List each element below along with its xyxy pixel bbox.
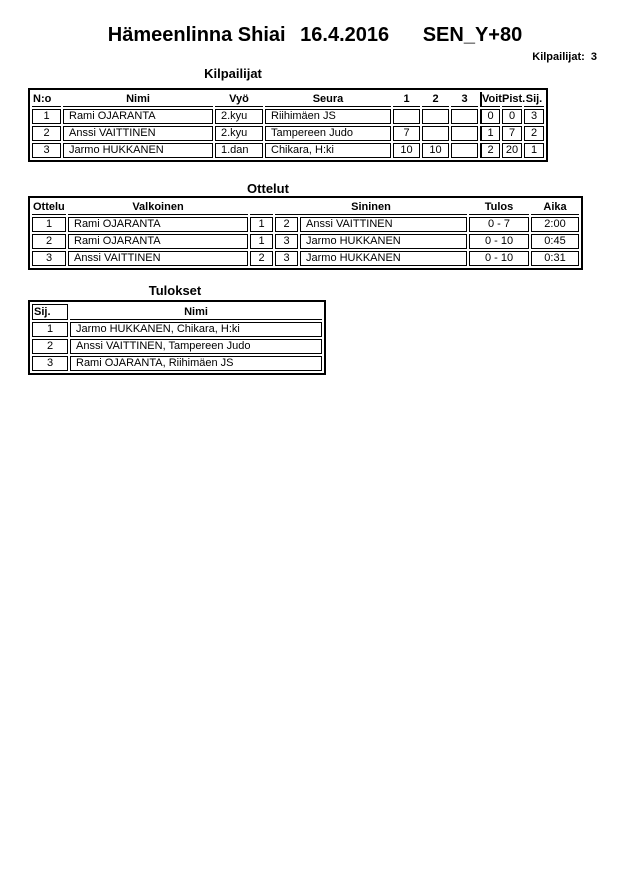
- section-heading-tulokset: Tulokset: [148, 283, 202, 298]
- col-header-vyo: Vyö: [215, 92, 263, 107]
- cell-vyo: 2.kyu: [215, 109, 263, 124]
- cell-blue-no: 2: [275, 217, 298, 232]
- cell-name-club: Rami OJARANTA, Riihimäen JS: [70, 356, 322, 371]
- cell-round1: 10: [393, 143, 420, 158]
- col-header-no: N:o: [32, 92, 61, 107]
- cell-place: 1: [32, 322, 68, 337]
- competitor-row: [32, 143, 544, 158]
- cell-round3: [451, 126, 478, 141]
- cell-match-no: 2: [32, 234, 66, 249]
- cell-name-club: Anssi VAITTINEN, Tampereen Judo: [70, 339, 322, 354]
- cell-match-no: 3: [32, 251, 66, 266]
- cell-no: 3: [32, 143, 61, 158]
- title-category: SEN_Y+80: [422, 24, 523, 46]
- col-header-aika: Aika: [531, 200, 579, 215]
- title-event: Hämeenlinna Shiai: [107, 24, 286, 46]
- competitors-count-value: 3: [590, 51, 597, 63]
- col-header-sij: Sij.: [525, 93, 543, 105]
- cell-no: 2: [32, 126, 61, 141]
- cell-place: 3: [32, 356, 68, 371]
- cell-white-name: Anssi VAITTINEN: [68, 251, 248, 266]
- cell-round1: [393, 109, 420, 124]
- match-row: [32, 234, 579, 249]
- cell-voit: 0: [480, 109, 500, 124]
- col-header-sininen: Sininen: [275, 200, 467, 215]
- cell-blue-name: Jarmo HUKKANEN: [300, 251, 467, 266]
- cell-nimi: Rami OJARANTA: [63, 109, 213, 124]
- cell-sij: 3: [524, 109, 544, 124]
- col-header-valkoinen: Valkoinen: [68, 200, 248, 215]
- cell-time: 2:00: [531, 217, 579, 232]
- cell-pist: 20: [502, 143, 522, 158]
- col-header-tulos: Tulos: [469, 200, 529, 215]
- result-row: [32, 356, 322, 371]
- section-heading-ottelut: Ottelut: [247, 181, 289, 196]
- col-header-spacer: [250, 200, 273, 215]
- col-header-round2: 2: [422, 92, 449, 107]
- cell-sij: 1: [524, 143, 544, 158]
- cell-vyo: 2.kyu: [215, 126, 263, 141]
- result-row: [32, 322, 322, 337]
- page-title: [0, 24, 630, 47]
- title-date: 16.4.2016: [300, 24, 390, 46]
- cell-round3: [451, 143, 478, 158]
- cell-white-name: Rami OJARANTA: [68, 217, 248, 232]
- cell-nimi: Anssi VAITTINEN: [63, 126, 213, 141]
- competitors-count: [532, 51, 597, 63]
- cell-blue-no: 3: [275, 251, 298, 266]
- cell-result: 0 - 10: [469, 234, 529, 249]
- cell-voit: 1: [480, 126, 500, 141]
- competitors-count-label: Kilpailijat:: [532, 51, 585, 63]
- cell-pist: 0: [502, 109, 522, 124]
- cell-seura: Riihimäen JS: [265, 109, 391, 124]
- col-header-seura: Seura: [265, 92, 391, 107]
- cell-time: 0:45: [531, 234, 579, 249]
- competitor-row: [32, 126, 544, 141]
- cell-place: 2: [32, 339, 68, 354]
- cell-blue-name: Anssi VAITTINEN: [300, 217, 467, 232]
- cell-no: 1: [32, 109, 61, 124]
- competitor-row: [32, 109, 544, 124]
- cell-blue-no: 3: [275, 234, 298, 249]
- cell-round2: [422, 126, 449, 141]
- col-header-pist: Pist.: [502, 93, 526, 105]
- cell-sij: 2: [524, 126, 544, 141]
- kilpailijat-header-row: [32, 92, 544, 107]
- match-row: [32, 217, 579, 232]
- cell-seura: Chikara, H:ki: [265, 143, 391, 158]
- col-header-nimi: Nimi: [70, 304, 322, 320]
- cell-pist: 7: [502, 126, 522, 141]
- cell-white-no: 2: [250, 251, 273, 266]
- cell-white-no: 1: [250, 234, 273, 249]
- cell-round2: [422, 109, 449, 124]
- tulokset-table: [28, 300, 326, 375]
- cell-white-name: Rami OJARANTA: [68, 234, 248, 249]
- match-row: [32, 251, 579, 266]
- ottelut-table: [28, 196, 583, 270]
- cell-name-club: Jarmo HUKKANEN, Chikara, H:ki: [70, 322, 322, 337]
- cell-round2: 10: [422, 143, 449, 158]
- cell-result: 0 - 10: [469, 251, 529, 266]
- cell-voit: 2: [480, 143, 500, 158]
- cell-seura: Tampereen Judo: [265, 126, 391, 141]
- col-header-round1: 1: [393, 92, 420, 107]
- kilpailijat-table: [28, 88, 548, 162]
- col-header-ottelu: Ottelu: [33, 201, 65, 213]
- cell-blue-name: Jarmo HUKKANEN: [300, 234, 467, 249]
- section-heading-kilpailijat: Kilpailijat: [204, 66, 262, 81]
- cell-match-no: 1: [32, 217, 66, 232]
- result-row: [32, 339, 322, 354]
- cell-round3: [451, 109, 478, 124]
- cell-time: 0:31: [531, 251, 579, 266]
- cell-round1: 7: [393, 126, 420, 141]
- col-header-voit: Voit.: [482, 93, 506, 105]
- cell-result: 0 - 7: [469, 217, 529, 232]
- cell-nimi: Jarmo HUKKANEN: [63, 143, 213, 158]
- ottelut-header-row: [32, 200, 579, 215]
- col-header-sij: Sij.: [32, 304, 68, 320]
- cell-vyo: 1.dan: [215, 143, 263, 158]
- tulokset-header-row: [32, 304, 322, 320]
- col-header-round3: 3: [451, 92, 478, 107]
- cell-white-no: 1: [250, 217, 273, 232]
- col-header-nimi: Nimi: [63, 92, 213, 107]
